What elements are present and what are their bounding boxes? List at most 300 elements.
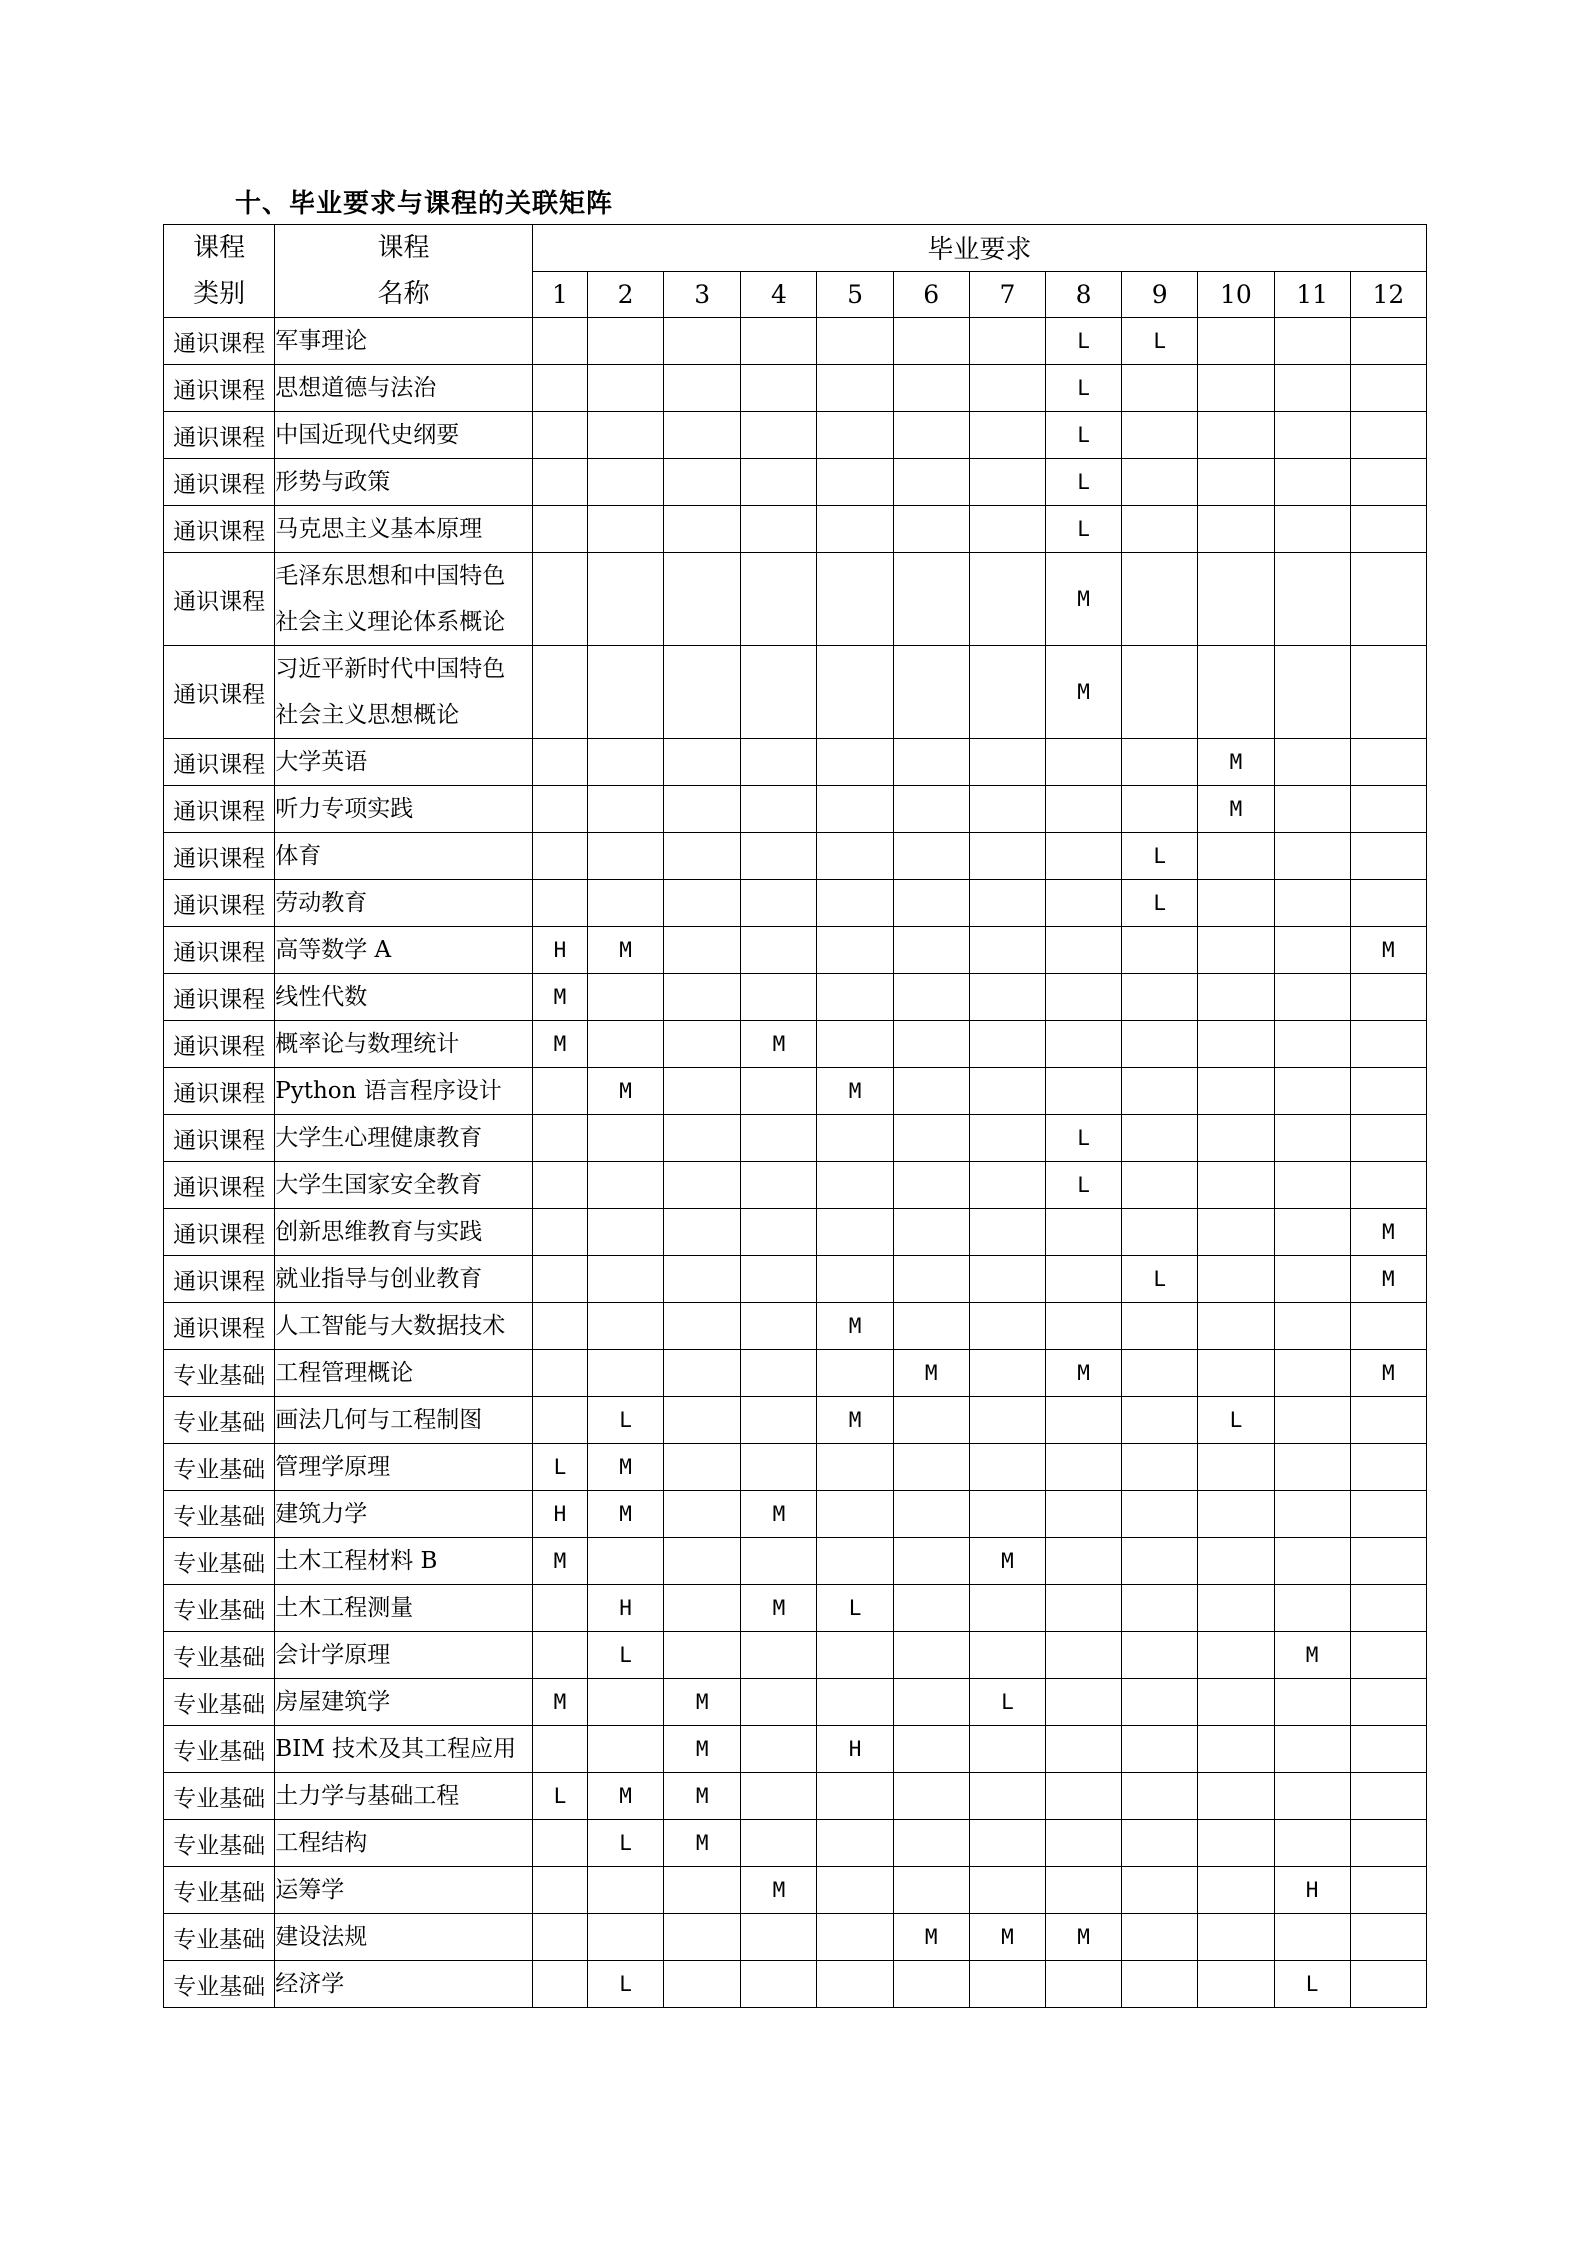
support-level-cell: [817, 1209, 893, 1256]
support-level-cell: [1046, 1679, 1122, 1726]
support-level-cell: [1122, 1162, 1198, 1209]
support-level-cell: [817, 1256, 893, 1303]
support-level-cell: M: [587, 1068, 663, 1115]
support-level-cell: [741, 1444, 817, 1491]
requirement-number-11: 11: [1274, 271, 1350, 318]
support-level-cell: [817, 1679, 893, 1726]
table-row: [164, 365, 1427, 412]
support-level-cell: [893, 1585, 969, 1632]
support-level-cell: [1046, 1585, 1122, 1632]
support-level-cell: L: [1122, 880, 1198, 927]
course-name-line1: 线性代数: [275, 984, 368, 1010]
support-level-cell: [1198, 1679, 1274, 1726]
support-level-cell: [969, 1820, 1045, 1867]
support-level-cell: [969, 1585, 1045, 1632]
support-level-cell: H: [817, 1726, 893, 1773]
support-level-cell: [1350, 1491, 1426, 1538]
support-level-cell: [1046, 1397, 1122, 1444]
graduation-requirements-header: 毕业要求: [532, 225, 1426, 272]
support-level-cell: [1198, 646, 1274, 739]
support-level-cell: [1122, 1820, 1198, 1867]
support-level-cell: [1198, 1820, 1274, 1867]
support-level-cell: [587, 1303, 663, 1350]
course-category-cell: 通识课程: [164, 365, 275, 412]
support-level-cell: [1274, 1444, 1350, 1491]
support-level-cell: [1274, 1914, 1350, 1961]
course-category-cell: 专业基础: [164, 1961, 275, 2008]
support-level-cell: H: [532, 1491, 587, 1538]
course-name-cell: [275, 412, 533, 459]
support-level-cell: [1198, 1961, 1274, 2008]
course-category-header-line1: 课程: [193, 233, 246, 263]
table-row: [164, 1820, 1427, 1867]
support-level-cell: [1046, 1021, 1122, 1068]
support-level-cell: [893, 739, 969, 786]
support-level-cell: [664, 786, 741, 833]
support-level-cell: L: [587, 1820, 663, 1867]
support-level-cell: [741, 459, 817, 506]
support-level-cell: [664, 1491, 741, 1538]
support-level-cell: L: [1046, 365, 1122, 412]
table-row: [164, 974, 1427, 1021]
support-level-cell: [664, 459, 741, 506]
support-level-cell: [1046, 1632, 1122, 1679]
course-name-line1: 中国近现代史纲要: [275, 422, 460, 448]
support-level-cell: [1046, 833, 1122, 880]
support-level-cell: [532, 1256, 587, 1303]
support-level-cell: M: [587, 1444, 663, 1491]
support-level-cell: [587, 739, 663, 786]
course-category-cell: 专业基础: [164, 1679, 275, 1726]
support-level-cell: [741, 1115, 817, 1162]
support-level-cell: M: [587, 927, 663, 974]
support-level-cell: L: [1198, 1397, 1274, 1444]
support-level-cell: [587, 553, 663, 646]
support-level-cell: L: [587, 1632, 663, 1679]
support-level-cell: [1274, 1350, 1350, 1397]
support-level-cell: M: [741, 1867, 817, 1914]
support-level-cell: [893, 1209, 969, 1256]
support-level-cell: [664, 739, 741, 786]
support-level-cell: M: [741, 1585, 817, 1632]
support-level-cell: [1198, 880, 1274, 927]
support-level-cell: [1350, 739, 1426, 786]
support-level-cell: [741, 1256, 817, 1303]
support-level-cell: [1350, 459, 1426, 506]
course-category-cell: 通识课程: [164, 974, 275, 1021]
support-level-cell: [1122, 1350, 1198, 1397]
support-level-cell: [664, 506, 741, 553]
support-level-cell: [969, 786, 1045, 833]
support-level-cell: [1274, 1820, 1350, 1867]
support-level-cell: M: [587, 1773, 663, 1820]
support-level-cell: [532, 1585, 587, 1632]
support-level-cell: [969, 974, 1045, 1021]
support-level-cell: [1274, 833, 1350, 880]
course-name-line1: 劳动教育: [275, 890, 368, 916]
course-category-cell: 专业基础: [164, 1585, 275, 1632]
course-name-cell: [275, 880, 533, 927]
support-level-cell: [587, 365, 663, 412]
support-level-cell: [969, 1162, 1045, 1209]
support-level-cell: [969, 1209, 1045, 1256]
course-name-line1: 土力学与基础工程: [275, 1783, 460, 1809]
course-category-cell: 专业基础: [164, 1773, 275, 1820]
support-level-cell: [532, 365, 587, 412]
support-level-cell: M: [1046, 646, 1122, 739]
support-level-cell: [893, 318, 969, 365]
support-level-cell: [664, 1021, 741, 1068]
course-name-line1: 大学生国家安全教育: [275, 1172, 483, 1198]
support-level-cell: [587, 833, 663, 880]
course-name-cell: [275, 553, 533, 646]
table-row: [164, 1491, 1427, 1538]
support-level-cell: M: [587, 1491, 663, 1538]
course-name-line2: 社会主义理论体系概论: [275, 609, 506, 635]
support-level-cell: [1198, 1914, 1274, 1961]
support-level-cell: [587, 1162, 663, 1209]
support-level-cell: [1274, 1068, 1350, 1115]
support-level-cell: L: [969, 1679, 1045, 1726]
support-level-cell: [741, 1209, 817, 1256]
support-level-cell: M: [817, 1397, 893, 1444]
support-level-cell: [1350, 1115, 1426, 1162]
support-level-cell: [741, 974, 817, 1021]
course-category-cell: 通识课程: [164, 880, 275, 927]
table-row: [164, 1585, 1427, 1632]
table-row: [164, 1444, 1427, 1491]
course-name-cell: [275, 1820, 533, 1867]
support-level-cell: [587, 1256, 663, 1303]
table-row: [164, 412, 1427, 459]
support-level-cell: [741, 1162, 817, 1209]
support-level-cell: L: [532, 1444, 587, 1491]
course-name-line1: 毛泽东思想和中国特色: [275, 563, 506, 589]
support-level-cell: [1198, 318, 1274, 365]
support-level-cell: L: [817, 1585, 893, 1632]
support-level-cell: [1274, 974, 1350, 1021]
course-category-cell: 通识课程: [164, 1303, 275, 1350]
table-row: [164, 553, 1427, 646]
support-level-cell: [1046, 1209, 1122, 1256]
course-name-header-line2: 名称: [377, 279, 430, 309]
support-level-cell: [1274, 1256, 1350, 1303]
support-level-cell: [1198, 1209, 1274, 1256]
support-level-cell: [1198, 459, 1274, 506]
support-level-cell: [1350, 318, 1426, 365]
course-category-cell: 专业基础: [164, 1350, 275, 1397]
support-level-cell: [664, 1068, 741, 1115]
support-level-cell: [587, 1538, 663, 1585]
support-level-cell: [969, 1256, 1045, 1303]
support-level-cell: [587, 1679, 663, 1726]
support-level-cell: [1122, 1538, 1198, 1585]
support-level-cell: [893, 506, 969, 553]
course-name-line1: 经济学: [275, 1971, 345, 1997]
support-level-cell: [969, 739, 1045, 786]
support-level-cell: [1198, 506, 1274, 553]
course-name-cell: [275, 1162, 533, 1209]
support-level-cell: [893, 880, 969, 927]
support-level-cell: [1350, 974, 1426, 1021]
course-category-cell: 通识课程: [164, 1021, 275, 1068]
course-category-cell: 通识课程: [164, 927, 275, 974]
support-level-cell: [741, 1961, 817, 2008]
support-level-cell: M: [1350, 1350, 1426, 1397]
support-level-cell: [817, 459, 893, 506]
support-level-cell: [1198, 1773, 1274, 1820]
course-name-line1: 就业指导与创业教育: [275, 1266, 483, 1292]
support-level-cell: [1046, 739, 1122, 786]
table-row: [164, 1350, 1427, 1397]
support-level-cell: [1274, 1726, 1350, 1773]
support-level-cell: [893, 646, 969, 739]
support-level-cell: [1198, 1350, 1274, 1397]
support-level-cell: [1274, 1021, 1350, 1068]
support-level-cell: [1122, 1679, 1198, 1726]
support-level-cell: M: [1198, 739, 1274, 786]
support-level-cell: [1046, 1256, 1122, 1303]
support-level-cell: [893, 553, 969, 646]
course-name-line1: 会计学原理: [275, 1642, 391, 1668]
support-level-cell: [1198, 1585, 1274, 1632]
support-level-cell: [1274, 1115, 1350, 1162]
support-level-cell: [587, 1914, 663, 1961]
support-level-cell: [741, 365, 817, 412]
support-level-cell: [741, 318, 817, 365]
course-category-cell: 专业基础: [164, 1726, 275, 1773]
support-level-cell: [969, 1491, 1045, 1538]
support-level-cell: L: [1046, 459, 1122, 506]
support-level-cell: [1122, 786, 1198, 833]
support-level-cell: [587, 1867, 663, 1914]
course-name-line1: 运筹学: [275, 1877, 345, 1903]
support-level-cell: [1350, 1914, 1426, 1961]
table-row: [164, 1538, 1427, 1585]
support-level-cell: [664, 1632, 741, 1679]
support-level-cell: [969, 1867, 1045, 1914]
course-name-line1: 大学英语: [275, 749, 368, 775]
course-name-line1: 概率论与数理统计: [275, 1031, 460, 1057]
support-level-cell: [1046, 1303, 1122, 1350]
support-level-cell: [1274, 1303, 1350, 1350]
support-level-cell: [817, 786, 893, 833]
requirement-number-10: 10: [1198, 271, 1274, 318]
support-level-cell: H: [532, 927, 587, 974]
support-level-cell: [1198, 833, 1274, 880]
table-row: [164, 1162, 1427, 1209]
support-level-cell: [664, 880, 741, 927]
support-level-cell: [532, 553, 587, 646]
support-level-cell: [587, 1021, 663, 1068]
course-category-cell: 通识课程: [164, 833, 275, 880]
support-level-cell: [1046, 927, 1122, 974]
support-level-cell: [893, 786, 969, 833]
support-level-cell: L: [1122, 1256, 1198, 1303]
support-level-cell: [893, 974, 969, 1021]
course-name-line1: 土木工程材料 B: [275, 1548, 438, 1574]
support-level-cell: [1350, 553, 1426, 646]
support-level-cell: [1122, 1961, 1198, 2008]
support-level-cell: [969, 1068, 1045, 1115]
support-level-cell: [1198, 1538, 1274, 1585]
support-level-cell: [532, 1961, 587, 2008]
support-level-cell: [1122, 1021, 1198, 1068]
support-level-cell: [532, 459, 587, 506]
course-name-cell: [275, 927, 533, 974]
table-row: [164, 927, 1427, 974]
support-level-cell: [1274, 1491, 1350, 1538]
course-category-cell: 专业基础: [164, 1820, 275, 1867]
support-level-cell: [587, 974, 663, 1021]
support-level-cell: [1350, 1444, 1426, 1491]
support-level-cell: M: [664, 1726, 741, 1773]
support-level-cell: [1122, 1773, 1198, 1820]
course-name-cell: [275, 1961, 533, 2008]
support-level-cell: [664, 412, 741, 459]
support-level-cell: [969, 459, 1045, 506]
support-level-cell: [587, 880, 663, 927]
support-level-cell: [532, 786, 587, 833]
support-level-cell: [969, 1444, 1045, 1491]
course-category-cell: 通识课程: [164, 786, 275, 833]
table-row: [164, 1209, 1427, 1256]
course-category-cell: 专业基础: [164, 1444, 275, 1491]
support-level-cell: M: [817, 1303, 893, 1350]
support-level-cell: M: [532, 1021, 587, 1068]
support-level-cell: [1350, 1303, 1426, 1350]
support-level-cell: [1274, 412, 1350, 459]
support-level-cell: [741, 1773, 817, 1820]
course-category-cell: 通识课程: [164, 506, 275, 553]
table-row: [164, 506, 1427, 553]
course-name-cell: [275, 1679, 533, 1726]
table-row: [164, 739, 1427, 786]
support-level-cell: [1198, 1726, 1274, 1773]
support-level-cell: [1350, 365, 1426, 412]
support-level-cell: [817, 833, 893, 880]
support-level-cell: [1122, 1444, 1198, 1491]
support-level-cell: [817, 412, 893, 459]
support-level-cell: [1198, 1491, 1274, 1538]
support-level-cell: [1350, 1961, 1426, 2008]
support-level-cell: [587, 1350, 663, 1397]
support-level-cell: [1046, 880, 1122, 927]
support-level-cell: [893, 1021, 969, 1068]
course-name-cell: [275, 1491, 533, 1538]
support-level-cell: [817, 365, 893, 412]
support-level-cell: [893, 1679, 969, 1726]
course-name-line1: 建设法规: [275, 1924, 368, 1950]
course-name-cell: [275, 1444, 533, 1491]
support-level-cell: [1274, 1538, 1350, 1585]
support-level-cell: [1274, 1679, 1350, 1726]
support-level-cell: [817, 739, 893, 786]
support-level-cell: [532, 1350, 587, 1397]
support-level-cell: [664, 1538, 741, 1585]
course-name-line1: 工程结构: [275, 1830, 368, 1856]
support-level-cell: [969, 1961, 1045, 2008]
course-name-line1: 土木工程测量: [275, 1595, 414, 1621]
course-name-cell: [275, 1538, 533, 1585]
support-level-cell: L: [1274, 1961, 1350, 2008]
support-level-cell: M: [969, 1538, 1045, 1585]
course-name-line1: 画法几何与工程制图: [275, 1407, 483, 1433]
course-name-line1: 习近平新时代中国特色: [275, 656, 506, 682]
support-level-cell: [1046, 1726, 1122, 1773]
support-level-cell: [664, 1303, 741, 1350]
course-name-line1: 管理学原理: [275, 1454, 391, 1480]
support-level-cell: [893, 927, 969, 974]
course-name-line1: BIM 技术及其工程应用: [275, 1736, 517, 1762]
course-name-cell: [275, 974, 533, 1021]
support-level-cell: [893, 1162, 969, 1209]
course-name-line1: 马克思主义基本原理: [275, 516, 483, 542]
support-level-cell: [969, 1115, 1045, 1162]
support-level-cell: [664, 318, 741, 365]
support-level-cell: M: [1046, 1350, 1122, 1397]
support-level-cell: M: [664, 1679, 741, 1726]
support-level-cell: [969, 1303, 1045, 1350]
requirement-number-6: 6: [893, 271, 969, 318]
support-level-cell: [1274, 365, 1350, 412]
support-level-cell: [1198, 1444, 1274, 1491]
course-category-cell: 通识课程: [164, 646, 275, 739]
support-level-cell: [1122, 1585, 1198, 1632]
support-level-cell: [893, 1303, 969, 1350]
support-level-cell: [817, 1914, 893, 1961]
support-level-cell: [741, 880, 817, 927]
support-level-cell: [1274, 1209, 1350, 1256]
support-level-cell: [817, 506, 893, 553]
support-level-cell: [664, 1585, 741, 1632]
support-level-cell: [1046, 1068, 1122, 1115]
support-level-cell: [893, 833, 969, 880]
support-level-cell: [893, 1773, 969, 1820]
course-name-cell: [275, 1867, 533, 1914]
support-level-cell: [1122, 1209, 1198, 1256]
support-level-cell: [1122, 365, 1198, 412]
matrix-body: [164, 318, 1427, 2008]
support-level-cell: [969, 880, 1045, 927]
support-level-cell: [1350, 1397, 1426, 1444]
support-level-cell: [532, 1867, 587, 1914]
support-level-cell: [817, 880, 893, 927]
course-name-cell: [275, 1914, 533, 1961]
support-level-cell: [1198, 974, 1274, 1021]
support-level-cell: [1350, 786, 1426, 833]
course-category-cell: 通识课程: [164, 1115, 275, 1162]
course-category-header: [164, 225, 275, 318]
support-level-cell: [893, 1538, 969, 1585]
support-level-cell: [741, 1679, 817, 1726]
support-level-cell: [817, 553, 893, 646]
support-level-cell: [1350, 1585, 1426, 1632]
support-level-cell: [969, 318, 1045, 365]
support-level-cell: [969, 1350, 1045, 1397]
support-level-cell: [1198, 365, 1274, 412]
support-level-cell: [969, 1773, 1045, 1820]
course-name-line1: 体育: [275, 843, 322, 869]
support-level-cell: [893, 1491, 969, 1538]
course-name-cell: [275, 365, 533, 412]
course-name-line1: 建筑力学: [275, 1501, 368, 1527]
support-level-cell: [817, 1444, 893, 1491]
support-level-cell: M: [1198, 786, 1274, 833]
support-level-cell: [532, 1162, 587, 1209]
support-level-cell: [1198, 927, 1274, 974]
course-name-line1: 形势与政策: [275, 469, 391, 495]
